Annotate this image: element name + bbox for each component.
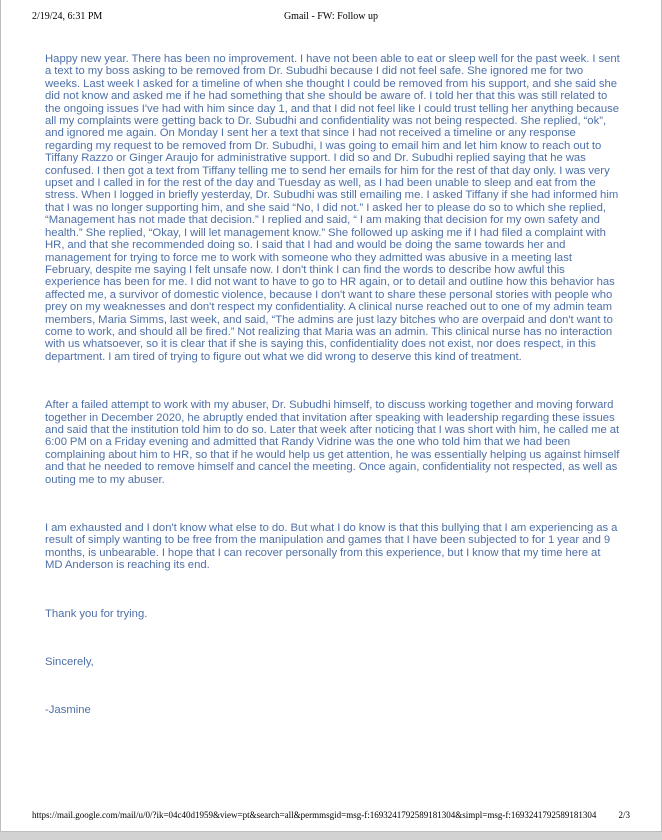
email-paragraph: Thank you for trying. bbox=[45, 607, 148, 620]
print-header bbox=[1, 11, 661, 25]
footer-url: https://mail.google.com/mail/u/0/?ik=04c40d1959&view=pt&search=all&permmsgid=msg-f:1693241792589181304&simpl=msg-f:1693241792589181304 bbox=[32, 810, 597, 820]
page-gap-strip bbox=[0, 832, 662, 840]
print-document-title: Gmail - FW: Follow up bbox=[283, 11, 379, 22]
email-paragraph: Happy new year. There has been no improvement. I have not been able to eat or sleep well for the past week. I sent a text to my boss asking to be removed from Dr. Subudhi because I did not feel safe. She ignored me for two weeks. Last week I asked for a timeline of when she thought I could be removed from his support, and she said she did not know and asked me if he had something that she should be aware of. I told her that this was still related to the ongoing issues I've had with him since day 1, and that I did not feel like I could trust telling her anything because all my complaints were getting back to Dr. Subudhi and confidentiality was not being respected. She replied, “ok”, and ignored me again. On Monday I sent her a text that since I had not received a timeline or any response regarding my request to be removed from Dr. Subudhi, I was going to email him and let him know to reach out to Tiffany Razzo or Ginger Araujo for administrative support. I did so and Dr. Subudhi replied saying that he was confused. I then got a text from Tiffany telling me to send her emails for him for the rest of that day only. I was very upset and I called in for the rest of the day and Tuesday as well, as I had been unable to sleep and eat from the stress. When I logged in briefly yesterday, Dr. Subudhi was still emailing me. I asked Tiffany if she had informed him that I was no longer supporting him, and she said “No, I did not.” I asked her to please do so to which she replied, “Management has not made that decision.” I replied and said, “ I am making that decision for my own safety and health.” She replied, “Okay, I will let management know.” She followed up asking me if I had filed a complaint with HR, and that she recommended doing so. I said that I had and would be doing the same towards her and management for trying to force me to work with someone who they admitted was abusive in a meeting last February, despite me saying I felt unsafe now. I don't think I can find the words to describe how awful this experience has been for me. I did not want to have to go to HR again, or to detail and outline how this behavior has affected me, a survivor of domestic violence, because I don't want to share these personal stories with people who prey on my weaknesses and don't respect my confidentiality. A clinical nurse reached out to one of my admin team members, Maria Simms, last week, and said, “The admins are just lazy bitches who are overpaid and don't want to come to work, and should all be fired.” Not realizing that Maria was an admin. This clinical nurse has no interaction with us whatsoever, so it is clear that if she is saying this, confidentiality does not exist, nor does respect, in this department. I am tired of trying to figure out what we did wrong to deserve this kind of treatment. bbox=[45, 53, 620, 363]
footer-page-number: 2/3 bbox=[618, 810, 630, 820]
email-paragraph: -Jasmine bbox=[45, 704, 91, 717]
print-footer bbox=[1, 810, 661, 822]
email-paragraph: I am exhausted and I don't know what else to do. But what I do know is that this bullying that I am experiencing as a result of simply wanting to be free from the manipulation and games that I have been subjected to for 1 year and 9 months, is unbearable. I hope that I can recover personally from this experience, but I know that my time here at MD Anderson is reaching its end. bbox=[45, 522, 618, 572]
email-paragraph: After a failed attempt to work with my abuser, Dr. Subudhi himself, to discuss working together and moving forward together in December 2020, he abruptly ended that invitation after speaking with leadership regarding these issues and said that the institution told him to do so. Later that week after noticing that I was short with him, he called me at 6:00 PM on a Friday evening and admitted that Randy Vidrine was the one who told him that we had been complaining about him to HR, so that if he would help us get attention, he was essentially helping us against himself and that he needed to remove himself and cancel the meeting. Once again, confidentiality not respected, as well as outing me to my abuser. bbox=[45, 399, 620, 486]
print-datetime: 2/19/24, 6:31 PM bbox=[32, 11, 103, 22]
email-paragraph: Sincerely, bbox=[45, 656, 94, 669]
email-body bbox=[45, 53, 620, 717]
